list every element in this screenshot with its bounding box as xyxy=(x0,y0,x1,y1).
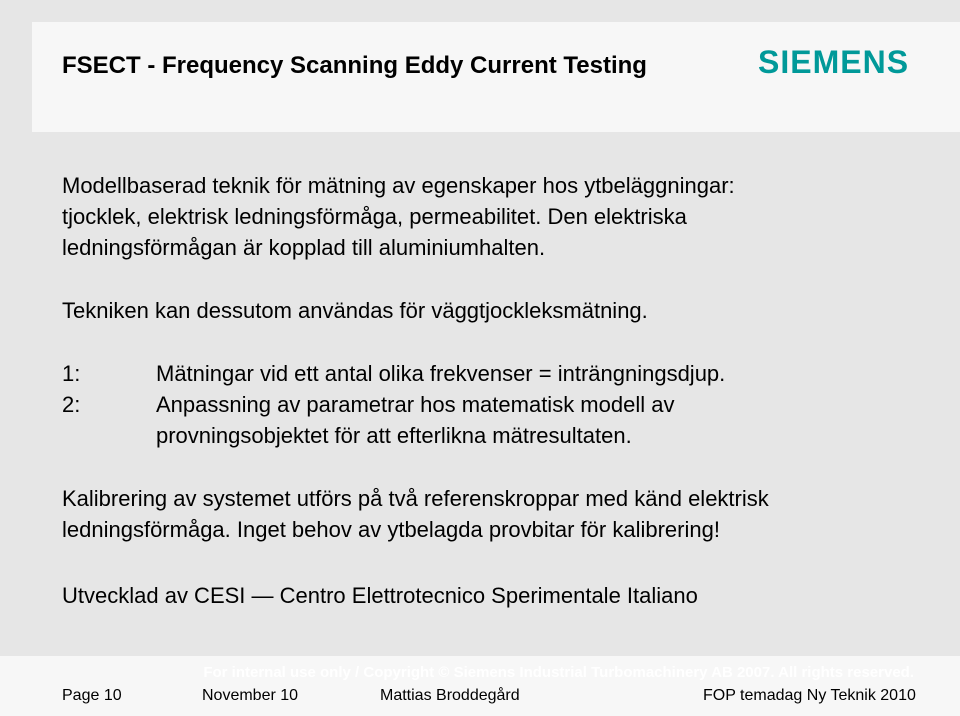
list-text xyxy=(156,389,674,451)
copyright-notice: For internal use only / Copyright © Siemens Industrial Turbomachinery AB 2007. All rights reserved. xyxy=(203,664,914,681)
text-line: Modellbaserad teknik för mätning av egenskaper hos ytbeläggningar: xyxy=(62,173,735,198)
footer-event: FOP temadag Ny Teknik 2010 xyxy=(703,687,916,704)
text-line: provningsobjektet för att efterlikna mätresultaten. xyxy=(156,423,632,448)
paragraph-developer: Utvecklad av CESI — Centro Elettrotecnico Sperimentale Italiano xyxy=(62,583,698,608)
paragraph-coating-technique xyxy=(62,170,735,263)
paragraph-wall-thickness: Tekniken kan dessutom användas för väggtjockleksmätning. xyxy=(62,298,648,323)
list-number: 2: xyxy=(62,392,81,417)
slide-title: FSECT - Frequency Scanning Eddy Current Testing xyxy=(62,52,647,79)
text-line: Kalibrering av systemet utförs på två referenskroppar med känd elektrisk xyxy=(62,486,769,511)
text-line: Mätningar vid ett antal olika frekvenser = inträngningsdjup. xyxy=(156,361,726,386)
text-line: ledningsförmåga. Inget behov av ytbelagda provbitar för kalibrering! xyxy=(62,517,720,542)
steps-list xyxy=(62,358,725,451)
list-text xyxy=(156,358,725,389)
list-item xyxy=(62,389,725,451)
text-line: tjocklek, elektrisk ledningsförmåga, permeabilitet. Den elektriska xyxy=(62,204,687,229)
siemens-logo: SIEMENS xyxy=(758,44,910,80)
text-line: ledningsförmågan är kopplad till aluminiumhalten. xyxy=(62,235,546,260)
list-number: 1: xyxy=(62,361,81,386)
text-line: Anpassning av parametrar hos matematisk modell av xyxy=(156,392,675,417)
page-number: Page 10 xyxy=(62,687,122,704)
paragraph-calibration xyxy=(62,483,769,545)
footer-date: November 10 xyxy=(202,687,299,704)
list-item xyxy=(62,358,725,389)
footer-author: Mattias Broddegård xyxy=(380,687,520,704)
